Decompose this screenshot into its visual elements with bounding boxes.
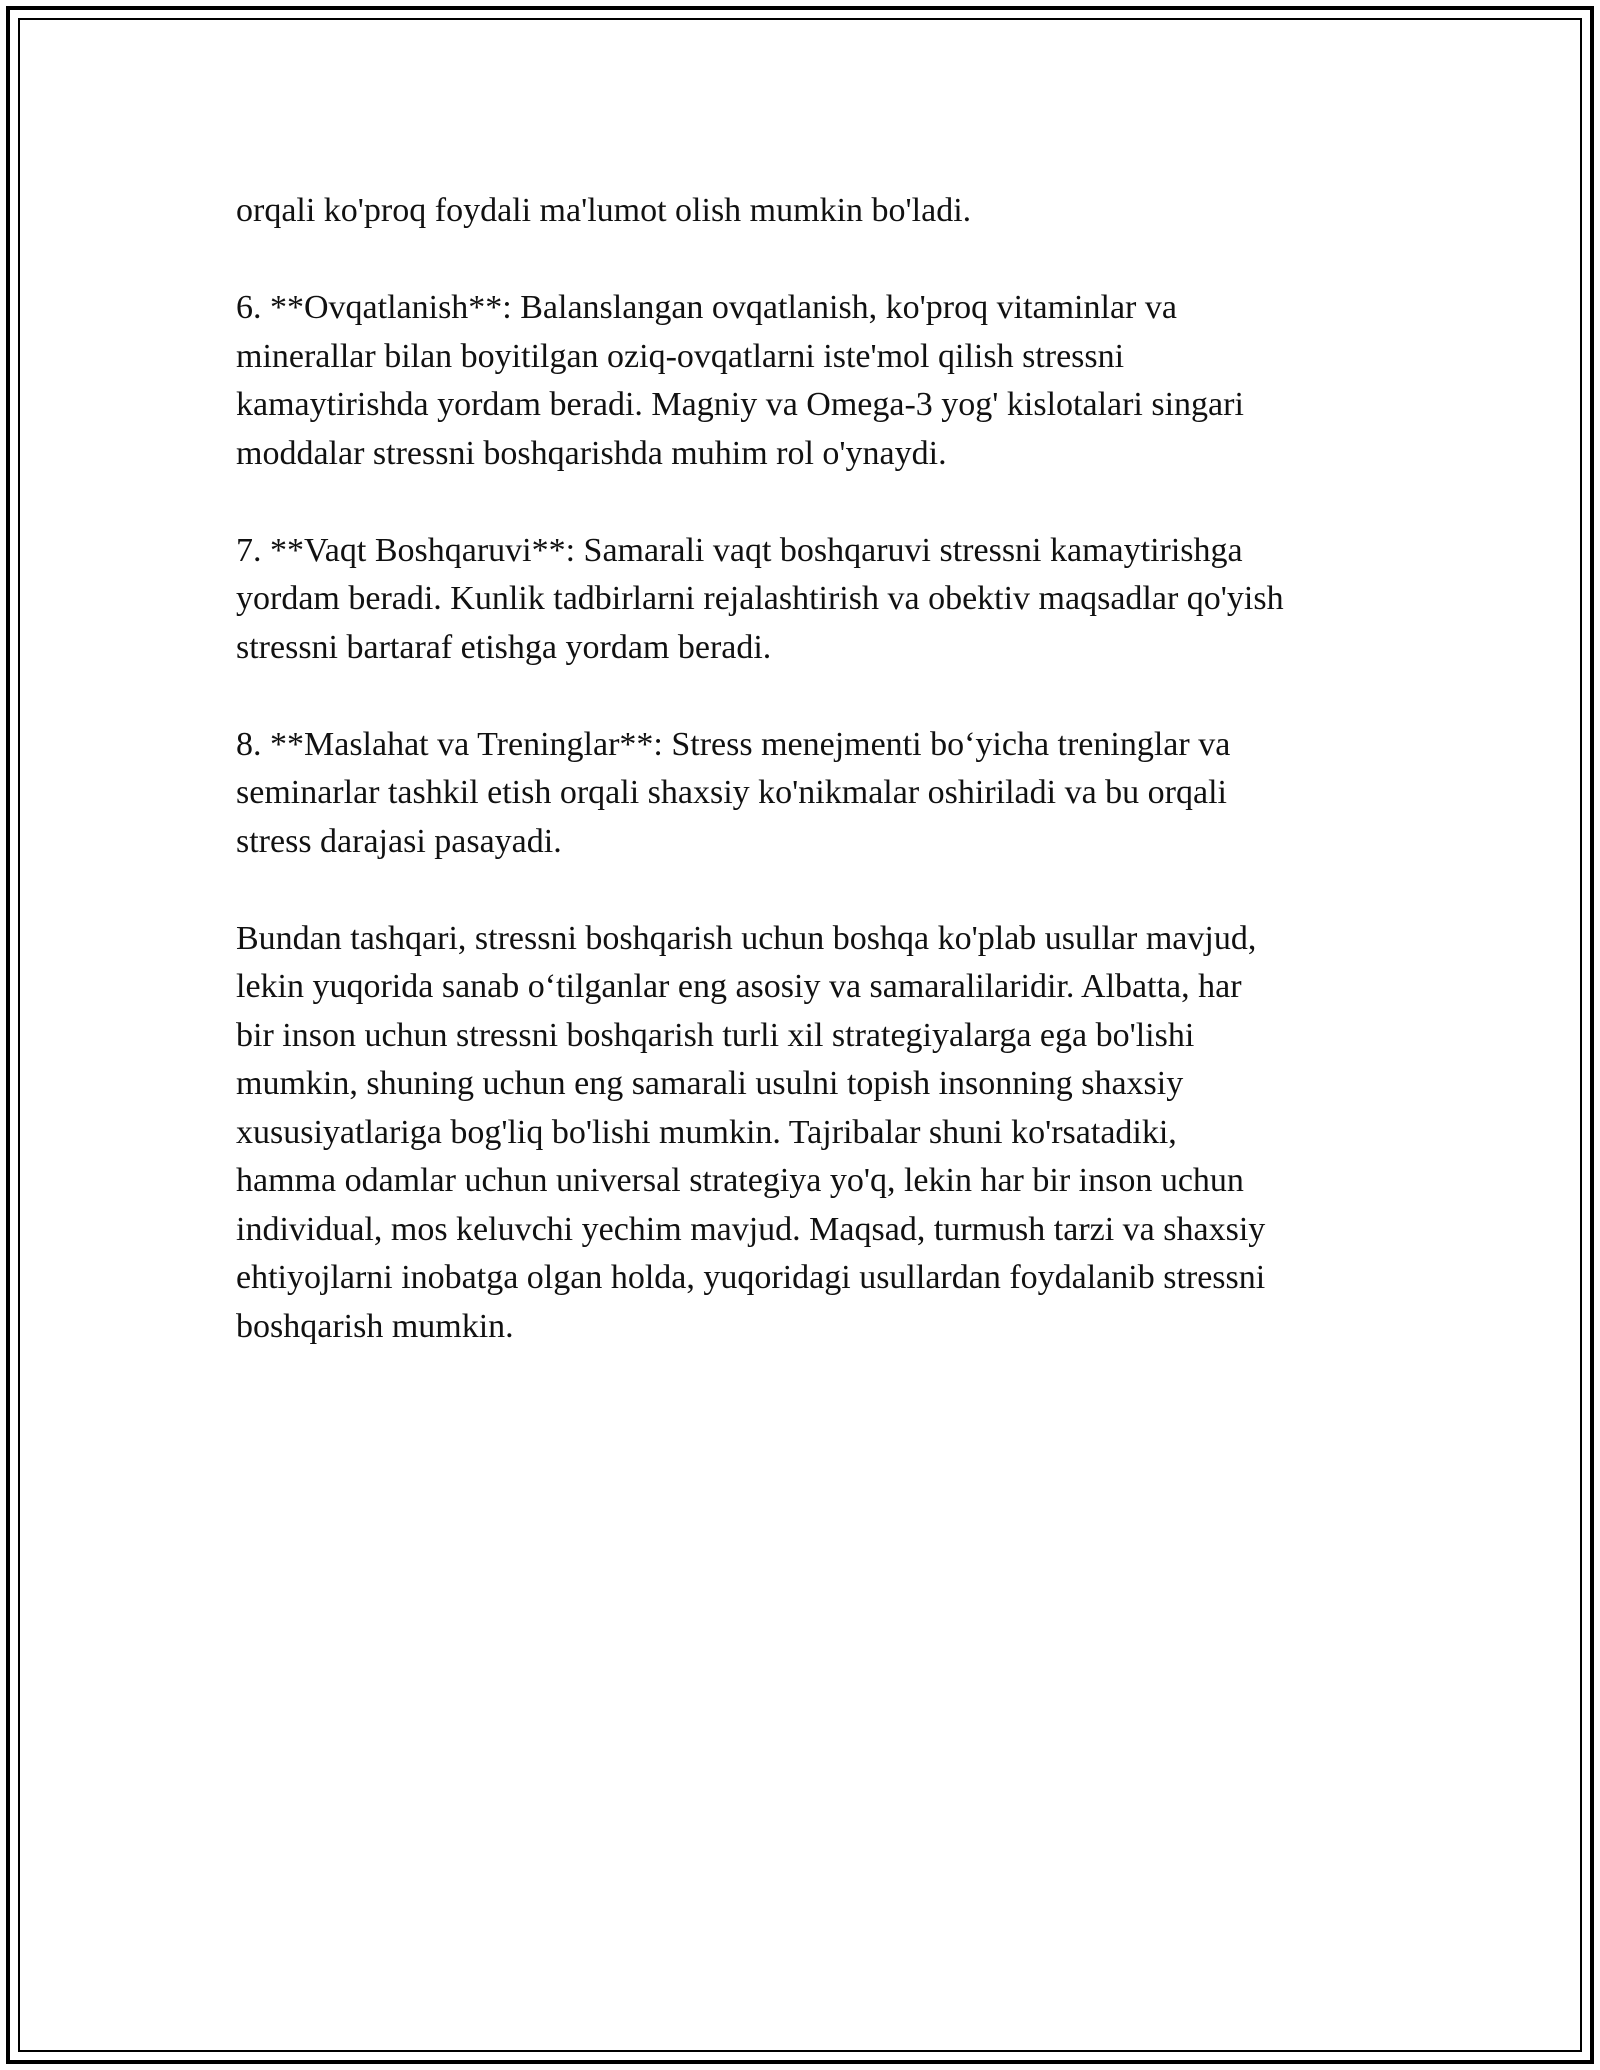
paragraph-item-8-trainings: 8. **Maslahat va Treninglar**: Stress menejmenti bo‘yicha treninglar va seminarlar tashkil etish orqali shaxsiy ko'nikmalar oshiriladi va bu orqali stress darajasi pasayadi.: [236, 725, 1231, 860]
paragraph-continuation: orqali ko'proq foydali ma'lumot olish mumkin bo'ladi.: [236, 192, 972, 229]
paragraph-item-7-time-management: 7. **Vaqt Boshqaruvi**: Samarali vaqt boshqaruvi stressni kamaytirishga yordam beradi. Kunlik tadbirlarni rejalashtirish va obektiv maqsadlar qo'yish stressni bartaraf etishga yordam beradi.: [236, 531, 1284, 666]
paragraph-conclusion: Bundan tashqari, stressni boshqarish uchun boshqa ko'plab usullar mavjud, lekin yuqorida sanab o‘tilganlar eng asosiy va samaralilaridir. Albatta, har bir inson uchun stressni boshqarish turli xil strategiyalarga ega bo'lishi mumkin, shuning uchun eng samarali usulni topish insonning shaxsiy xususiyatlariga bog'liq bo'lishi mumkin. Tajribalar shuni ko'rsatadiki, hamma odamlar uchun universal strategiya yo'q, lekin har bir inson uchun individual, mos keluvchi yechim mavjud. Maqsad, turmush tarzi va shaxsiy ehtiyojlarni inobatga olgan holda, yuqoridagi usullardan foydalanib stressni boshqarish mumkin.: [236, 919, 1266, 1345]
document-body: [236, 187, 1396, 1400]
paragraph-item-6-nutrition: 6. **Ovqatlanish**: Balanslangan ovqatlanish, ko'proq vitaminlar va minerallar bilan boyitilgan oziq-ovqatlarni iste'mol qilish stressni kamaytirishda yordam beradi. Magniy va Omega-3 yog' kislotalari singari moddalar stressni boshqarishda muhim rol o'ynaydi.: [236, 289, 1244, 472]
